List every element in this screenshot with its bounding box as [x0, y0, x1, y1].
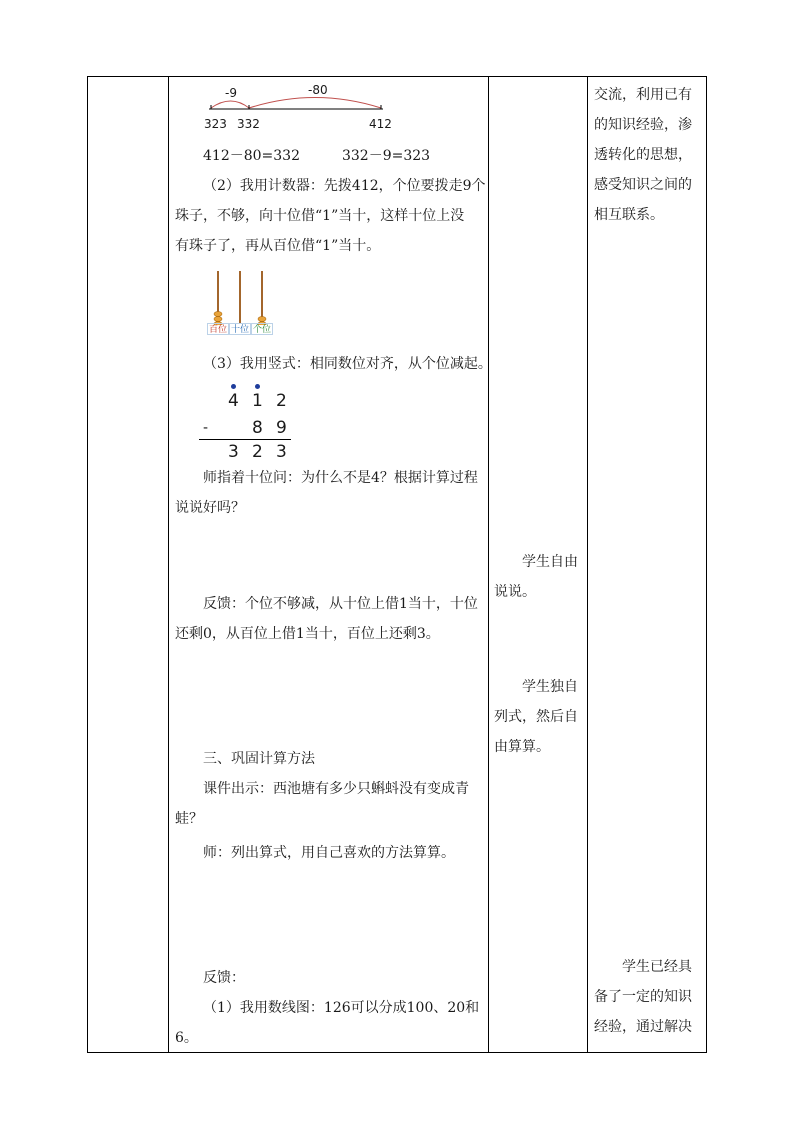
teacher-instruction: 师：列出算式，用自己喜欢的方法算算。	[203, 845, 455, 861]
counter-line-3: 有珠子了，再从百位借“1”当十。	[175, 238, 381, 254]
section-title: 三、巩固计算方法	[203, 751, 315, 767]
intent-2-line-1: 学生已经具	[622, 959, 692, 975]
intent-1-line-5: 相互联系。	[594, 207, 664, 223]
jump-arc-9	[211, 101, 249, 108]
student-activity-1-line-2: 说说。	[494, 584, 536, 600]
intent-2-line-2: 备了一定的知识	[594, 989, 692, 1005]
student-activity-2-line-2: 列式，然后自	[494, 709, 578, 725]
counter-line-1: （2）我用计数器：先拨412，个位要拨走9个	[203, 178, 486, 194]
counter-line-2: 珠子，不够，向十位借“1”当十，这样十位上没	[175, 208, 465, 224]
student-activity-column	[489, 77, 587, 1052]
minuend-digit: 1	[252, 391, 263, 411]
tick-label-332: 332	[237, 117, 260, 131]
result-digit: 3	[228, 442, 239, 462]
intent-2-line-3: 经验，通过解决	[594, 1019, 692, 1035]
design-intent-column	[588, 77, 707, 1052]
feedback-label: 反馈：	[203, 970, 245, 986]
courseware-line-1: 课件出示：西池塘有多少只蝌蚪没有变成青	[203, 781, 469, 797]
abacus-rods-svg	[207, 269, 277, 325]
subtrahend-digit: 9	[276, 418, 287, 438]
minus-sign: -	[203, 420, 209, 436]
abacus-illustration	[207, 269, 277, 339]
equation-line: 412－80=332 332－9=323	[203, 148, 431, 164]
numberline-method-line-2: 6。	[175, 1030, 198, 1046]
jump-arc-80	[249, 98, 381, 109]
jump-label-left: -9	[225, 86, 237, 100]
intent-1-line-2: 的知识经验，渗	[594, 117, 692, 133]
teacher-question-line-2: 说说好吗？	[175, 500, 245, 516]
number-line-diagram	[204, 83, 419, 139]
feedback-line-2: 还剩0，从百位上借1当十，百位上还剩3。	[175, 626, 440, 642]
jump-label-right: -80	[308, 83, 328, 97]
vertical-intro: （3）我用竖式：相同数位对齐，从个位减起。	[203, 356, 492, 372]
minuend-digit: 4	[228, 391, 239, 411]
feedback-line-1: 反馈：个位不够减，从十位上借1当十，十位	[203, 596, 478, 612]
minuend-digit: 2	[276, 391, 287, 411]
abacus-bead	[214, 312, 222, 317]
borrow-dot	[255, 384, 260, 389]
numberline-method-line-1: （1）我用数线图：126可以分成100、20和	[203, 1000, 480, 1016]
vertical-subtraction	[199, 382, 299, 462]
result-digit: 2	[252, 442, 263, 462]
abacus-bead	[258, 317, 266, 322]
abacus-label-hundreds: 百位	[208, 325, 227, 335]
student-activity-1-line-1: 学生自由	[522, 554, 578, 570]
stage-column	[88, 77, 168, 1052]
teacher-question-line-1: 师指着十位问：为什么不是4？根据计算过程	[203, 470, 478, 486]
courseware-line-2: 蛙？	[175, 811, 203, 827]
lesson-table	[87, 76, 707, 1053]
sum-line	[199, 439, 291, 440]
abacus-label-ones: 个位	[252, 325, 271, 335]
result-digit: 3	[276, 442, 287, 462]
intent-1-line-4: 感受知识之间的	[594, 177, 692, 193]
student-activity-2-line-1: 学生独自	[522, 679, 578, 695]
intent-1-line-3: 透转化的思想，	[594, 147, 692, 163]
subtrahend-digit: 8	[252, 418, 263, 438]
tick-label-412: 412	[369, 117, 392, 131]
student-activity-2-line-3: 由算算。	[494, 739, 550, 755]
abacus-bead	[214, 317, 222, 322]
teaching-process-column	[169, 77, 492, 1052]
borrow-dot	[231, 384, 236, 389]
abacus-label-tens: 十位	[230, 325, 249, 335]
tick-label-323: 323	[204, 117, 227, 131]
intent-1-line-1: 交流，利用已有	[594, 87, 692, 103]
